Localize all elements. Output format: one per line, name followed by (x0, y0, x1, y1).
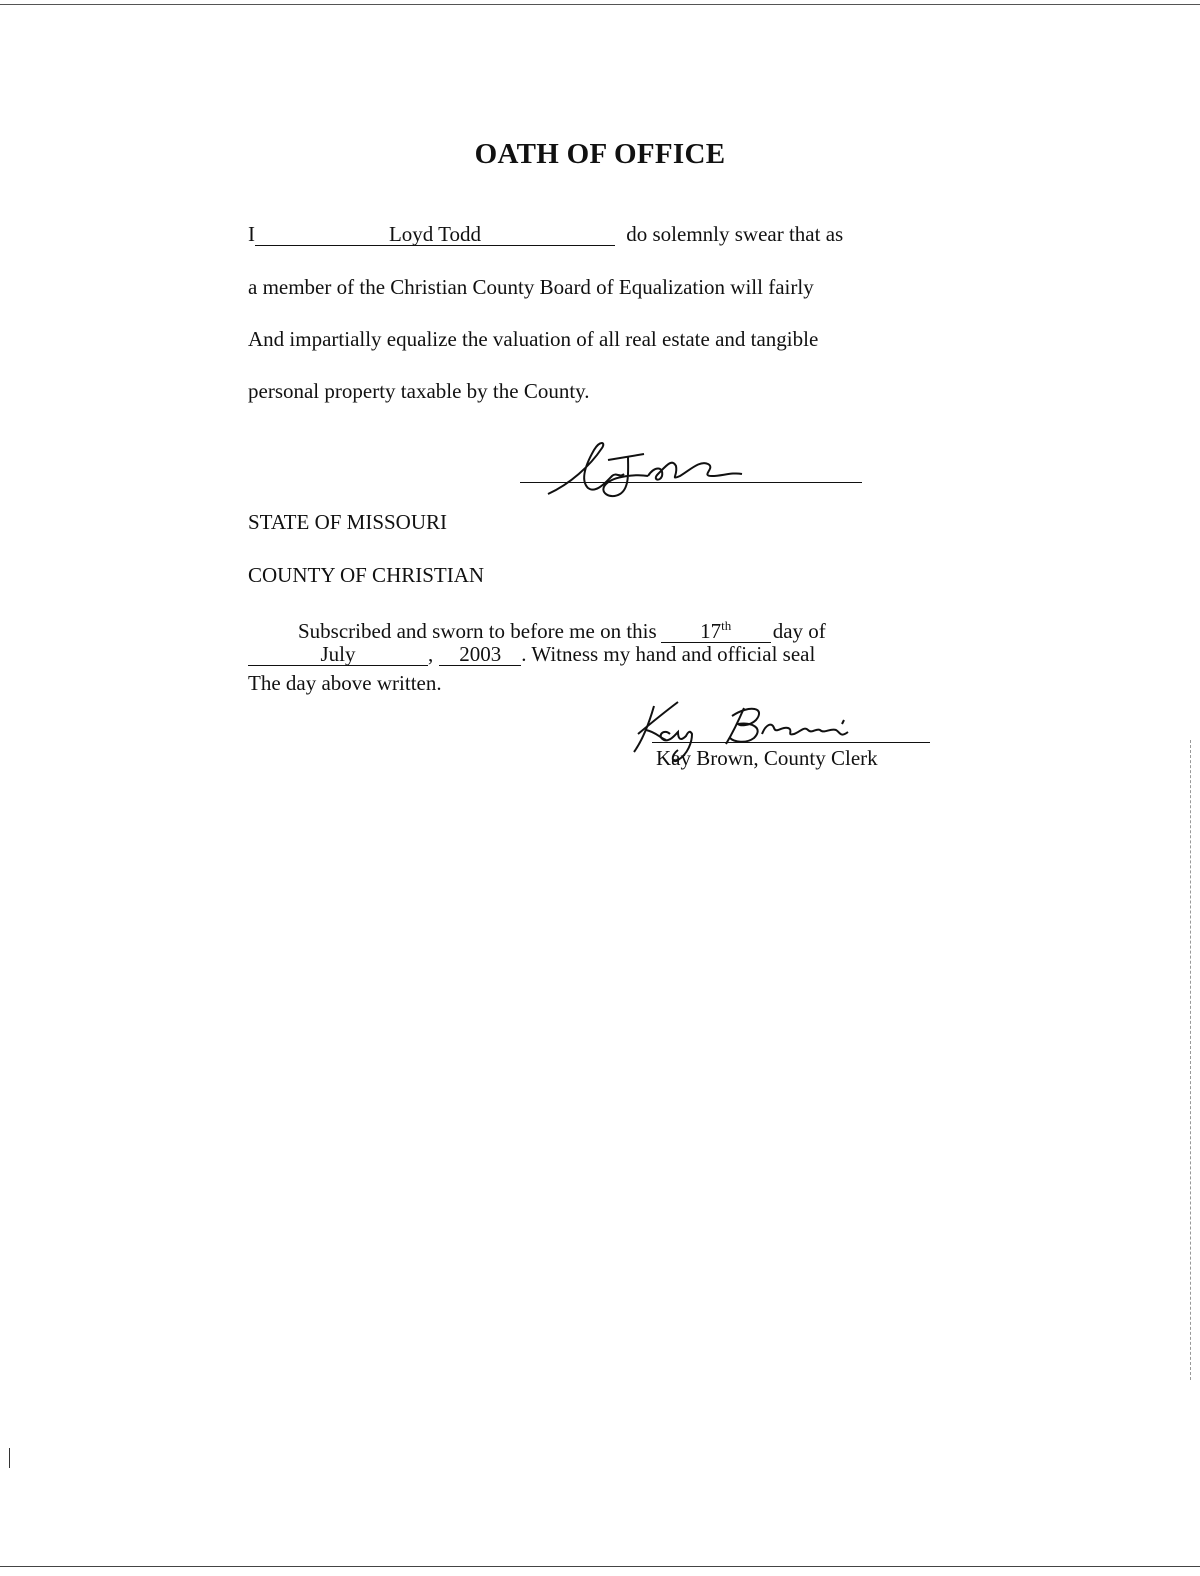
venue-state: STATE OF MISSOURI (248, 510, 448, 534)
jurat-year-blank (439, 643, 521, 666)
venue-county: COUNTY OF CHRISTIAN (248, 563, 485, 587)
scan-mark-left (9, 1448, 10, 1468)
jurat-day-suffix: th (721, 618, 732, 633)
oath-line-2: a member of the Christian County Board of Equalization will fairly (248, 275, 814, 299)
oath-prefix: I (248, 222, 255, 246)
document-title: OATH OF OFFICE (474, 138, 726, 170)
jurat-line-1 (298, 615, 826, 644)
oath-line-1 (248, 222, 843, 247)
jurat-witness: . Witness my hand and official seal (521, 642, 816, 666)
oath-name-blank (255, 223, 615, 246)
jurat-comma: , (428, 642, 434, 666)
jurat-month: July (320, 642, 356, 666)
jurat-line-3: The day above written. (248, 671, 442, 695)
oath-line-3: And impartially equalize the valuation of all real estate and tangible (248, 327, 819, 351)
scan-edge-right (1190, 740, 1191, 1380)
scan-edge-bottom (0, 1566, 1200, 1567)
jurat-year: 2003 (459, 642, 502, 666)
scan-edge-top (0, 4, 1200, 5)
jurat-line-2 (248, 642, 815, 667)
jurat-day: 17 (700, 619, 722, 643)
jurat-day-of: day of (772, 619, 826, 643)
oath-name: Loyd Todd (388, 222, 482, 246)
officer-signature (540, 436, 750, 506)
clerk-title: Kay Brown, County Clerk (656, 746, 878, 770)
oath-line-1-suffix: do solemnly swear that as (626, 222, 844, 246)
jurat-day-blank (661, 615, 771, 643)
jurat-month-blank (248, 643, 428, 666)
jurat-lead: Subscribed and sworn to before me on this (298, 619, 657, 643)
oath-line-4: personal property taxable by the County. (248, 379, 590, 403)
